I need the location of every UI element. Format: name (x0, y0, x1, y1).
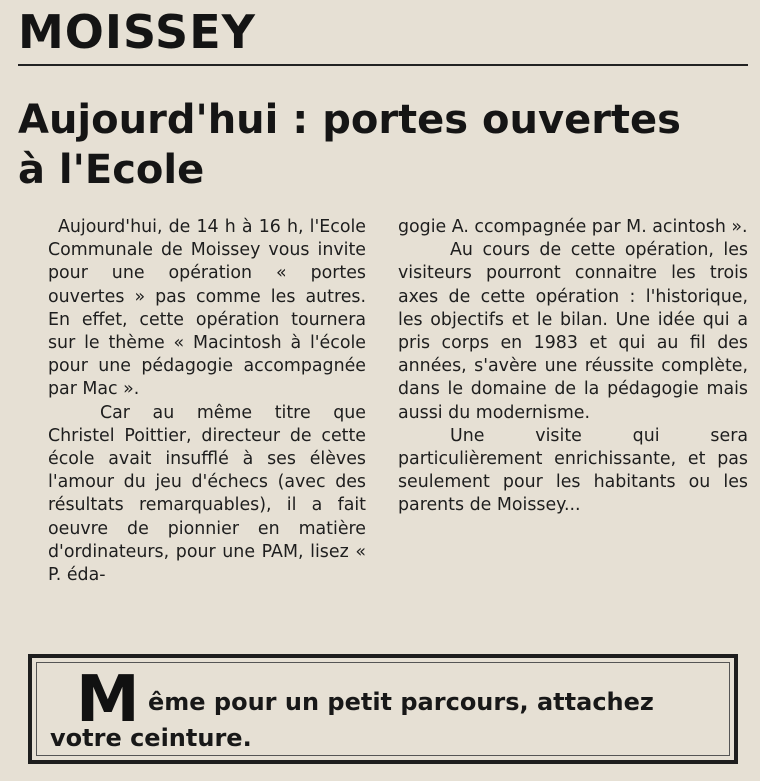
article-paragraph: Une visite qui sera particulièrement enrichissante, et pas seulement pour les habitants ou les parents de Moissey... (398, 425, 748, 516)
article-paragraph: Au cours de cette opération, les visiteurs pourront connaitre les trois axes de cette opération : l'historique, les objectifs et le bilan. Une idée qui a pris corps en 1983 et qui au fil des années, s'avère une réussite complète, dans le domaine de la pédagogie mais aussi du modernisme. (398, 240, 748, 423)
headline-line-2: à l'Ecole (18, 147, 205, 193)
notice-dropcap: M (76, 663, 140, 737)
article-paragraph: Car au même titre que Christel Poittier, directeur de cette école avait insufflé à ses élèves l'amour du jeu d'échecs (avec des résultats remarquables), il a fait oeuvre de pionnier en matière d'ordinateurs, pour une PAM, lisez « P. éda- (48, 402, 366, 586)
headline-line-1: Aujourd'hui : portes ouvertes (18, 97, 681, 143)
section-title: MOISSEY (18, 5, 256, 59)
article-headline (18, 95, 738, 195)
article-column-left (48, 216, 366, 587)
notice-text: ême pour un petit parcours, attachez votre ceinture. (50, 688, 654, 752)
section-divider (18, 64, 748, 66)
article-paragraph: gogie A. ccompagnée par M. acintosh ». (398, 217, 748, 237)
article-paragraph: Aujourd'hui, de 14 h à 16 h, l'Ecole Communale de Moissey vous invite pour une opération « portes ouvertes » pas comme les autres. En effet, cette opération tournera sur le thème « Macintosh à l'école pour une pédagogie accompagnée par Mac ». (48, 217, 366, 400)
article-column-right (398, 216, 748, 518)
